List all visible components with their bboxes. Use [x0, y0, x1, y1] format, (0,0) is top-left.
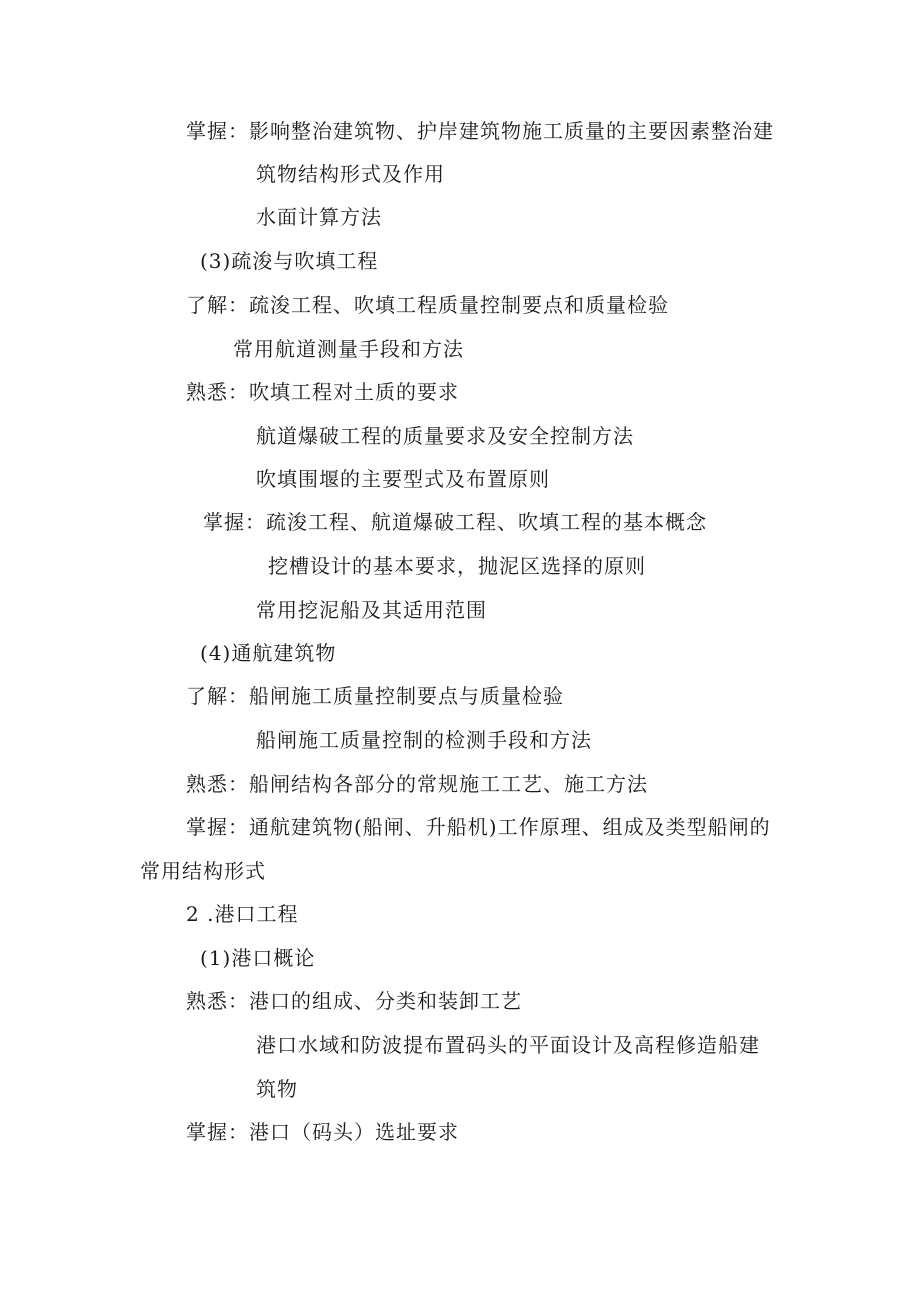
- section-heading: (4)通航建筑物: [200, 641, 337, 665]
- text-line: 熟悉：船闸结构各部分的常规施工工艺、施工方法: [186, 772, 648, 796]
- section-heading: (3)疏浚与吹填工程: [200, 249, 379, 273]
- text-line: 筑物结构形式及作用: [256, 162, 445, 186]
- text-line: 航道爆破工程的质量要求及安全控制方法: [256, 424, 634, 448]
- text-line: 掌握：影响整治建筑物、护岸建筑物施工质量的主要因素整治建: [186, 119, 774, 143]
- text-line: 吹填围堰的主要型式及布置原则: [256, 467, 550, 491]
- text-line: 常用结构形式: [140, 859, 266, 883]
- text-line: 了解：疏浚工程、吹填工程质量控制要点和质量检验: [186, 293, 669, 317]
- text-line: 筑物: [256, 1077, 298, 1101]
- text-line: 掌握：港口（码头）选址要求: [186, 1120, 459, 1144]
- text-line: 熟悉：港口的组成、分类和装卸工艺: [186, 989, 522, 1013]
- text-line: 了解：船闸施工质量控制要点与质量检验: [186, 684, 564, 708]
- text-line: 水面计算方法: [256, 205, 382, 229]
- text-line: 掌握：通航建筑物(船闸、升船机)工作原理、组成及类型船闸的: [186, 815, 771, 839]
- text-line: 常用挖泥船及其适用范围: [256, 598, 487, 622]
- text-line: 掌握：疏浚工程、航道爆破工程、吹填工程的基本概念: [203, 510, 707, 534]
- section-heading: (1)港口概论: [200, 946, 316, 970]
- text-line: 船闸施工质量控制的检测手段和方法: [256, 728, 592, 752]
- text-line: 常用航道测量手段和方法: [233, 337, 464, 361]
- section-heading: 2 .港口工程: [186, 902, 299, 926]
- text-line: 熟悉：吹填工程对土质的要求: [186, 380, 459, 404]
- text-line: 挖槽设计的基本要求，抛泥区选择的原则: [268, 554, 646, 578]
- text-line: 港口水域和防波提布置码头的平面设计及高程修造船建: [256, 1033, 760, 1057]
